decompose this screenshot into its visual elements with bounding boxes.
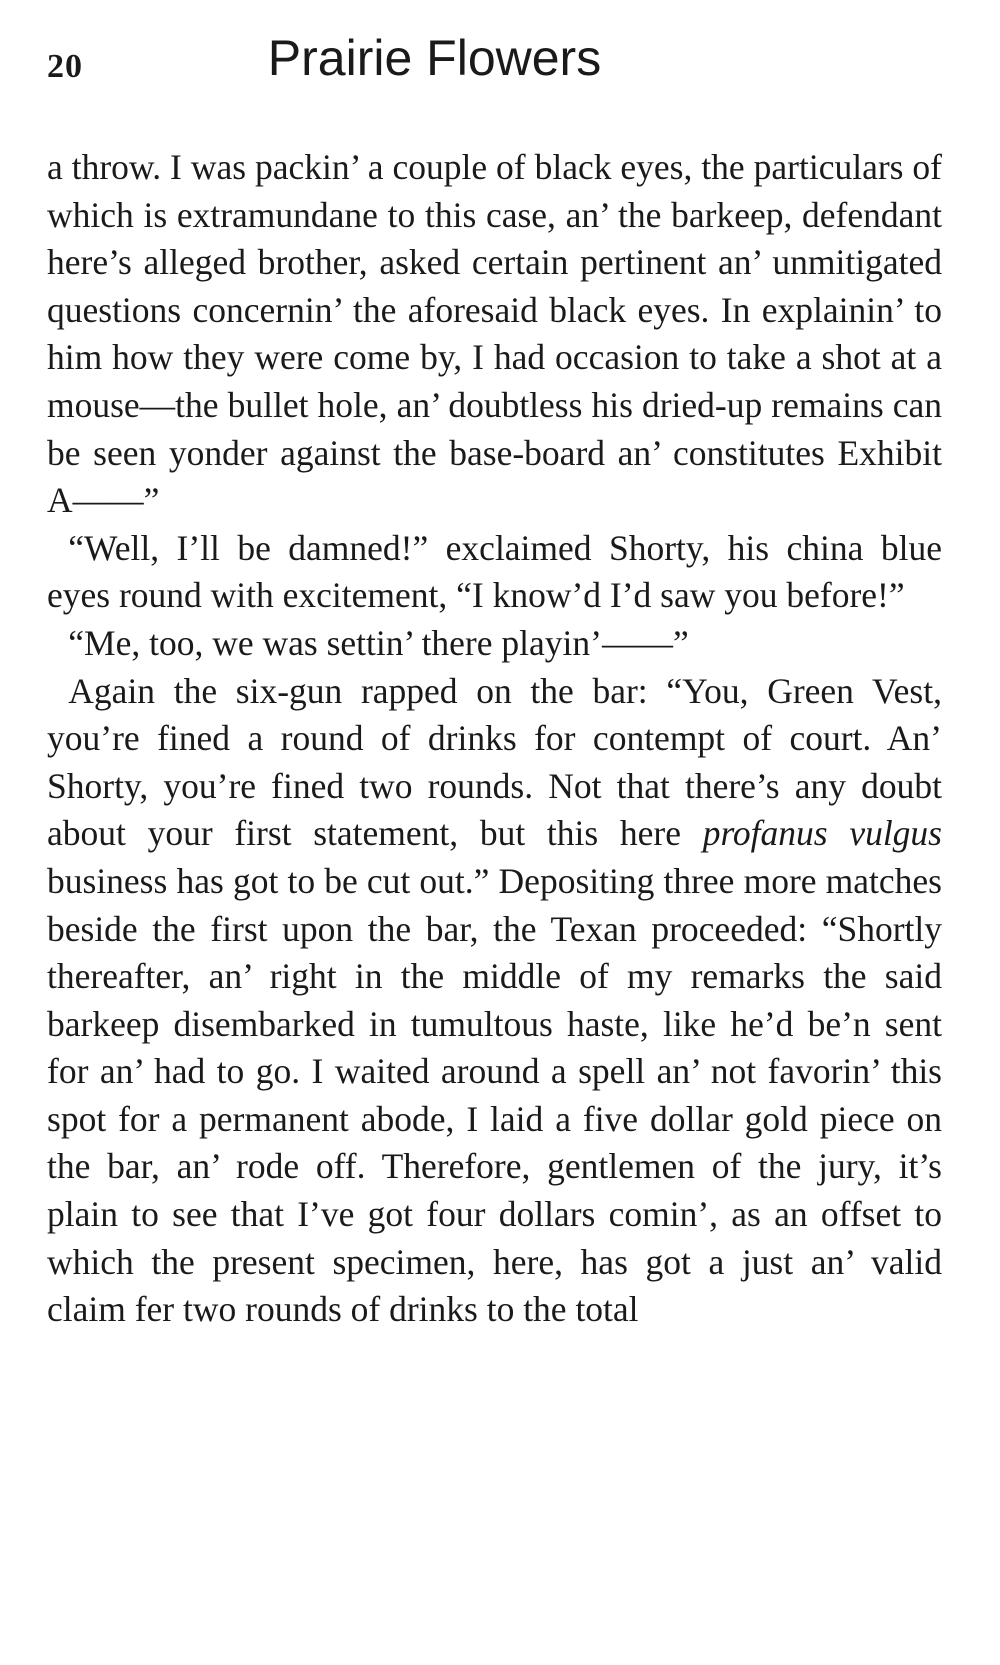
latin-phrase: profanus vulgus (702, 813, 942, 854)
paragraph-shorty: “Well, I’ll be damned!” exclaimed Shorty, his china blue eyes round with excitement, “I know’d I’d saw you before!” (47, 527, 942, 616)
paragraph-green-vest: “Me, too, we was settin’ there playin’——” (68, 622, 689, 663)
page-header (47, 28, 947, 98)
body-text (47, 144, 942, 1334)
verdict-text-end: business has got to be cut out.” Depositing three more matches beside the first upon the bar, the Texan proceeded: “Shortly thereafter, an’ right in the middle of my remarks the said barkeep disembarked in tumultous haste, like he’d be’n sent for an’ had to go. I waited around a spell an’ not favorin’ this spot for a permanent abode, I laid a five dollar gold piece on the bar, an’ rode off. Therefore, gentlemen of the jury, it’s plain to see that I’ve got four dollars comin’, as an offset to which the present specimen, here, has got a just an’ valid claim fer two rounds of drinks to the total (47, 860, 942, 1330)
paragraph-continued: a throw. I was packin’ a couple of black eyes, the particulars of which is extramundane to this case, an’ the barkeep, defendant here’s alleged brother, asked certain pertinent an’ unmitigated questions concernin’ the aforesaid black eyes. In explainin’ to him how they were come by, I had occasion to take a shot at a mouse—the bullet hole, an’ doubtless his dried-up remains can be seen yonder against the base-board an’ constitutes Exhibit A——” (47, 147, 942, 521)
verdict-text-start: Again the six-gun rapped on the bar: “You, Green Vest, you’re fined a round of drinks for contempt of court. An’ Shorty, you’re fined two rounds. Not that there’s any doubt about your first statement, but this here (47, 670, 942, 854)
paragraph-texan-verdict (47, 668, 942, 1334)
page-number: 20 (47, 48, 83, 85)
running-title: Prairie Flowers (267, 30, 602, 86)
